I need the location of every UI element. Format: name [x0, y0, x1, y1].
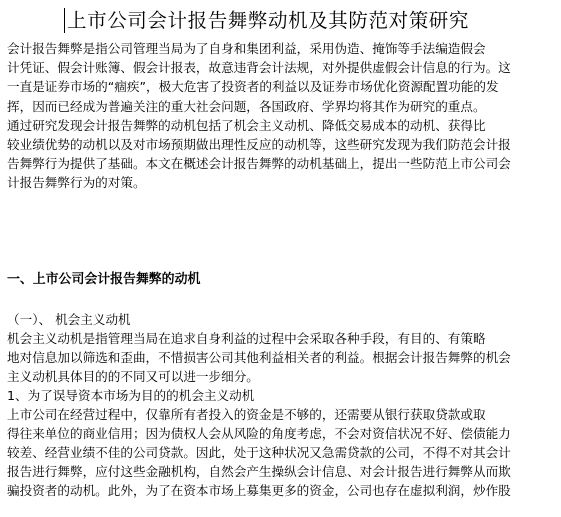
intro-line: 告舞弊行为提供了基础。本文在概述会计报告舞弊的动机基础上，提出一些防范上市公司会	[7, 156, 511, 171]
body-line: 主义动机具体目的的不同又可以进一步细分。	[7, 369, 259, 384]
text-cursor	[64, 8, 65, 33]
intro-line: 挥，因而已经成为普遍关注的重大社会问题，各国政府、学界均将其作为研究的重点。	[7, 99, 486, 114]
intro-line: 计报告舞弊行为的对策。	[7, 175, 146, 190]
intro-line: 通过研究发现会计报告舞弊的动机包括了机会主义动机、降低交易成本的动机、获得比	[7, 118, 486, 133]
intro-line: 一直是证券市场的“痼疾”，极大危害了投资者的利益以及证券市场优化资源配置功能的发	[7, 79, 499, 94]
numbered-subheading: 1、为了误导资本市场为目的的机会主义动机	[7, 388, 255, 403]
body-line: 上市公司在经营过程中，仅靠所有者投入的资金是不够的，还需要从银行获取贷款或取	[7, 407, 486, 422]
section-heading: 一、上市公司会计报告舞弊的动机	[7, 272, 201, 287]
body-line: 报告进行舞弊，应付这些金融机构，自然会产生操纵会计信息、对会计报告进行舞弊从而欺	[7, 464, 511, 479]
intro-line: 计凭证、假会计账簿、假会计报表，故意违背会计法规，对外提供虚假会计信息的行为。这	[7, 60, 511, 75]
intro-line: 较业绩优势的动机以及对市场预期做出理性反应的动机等，这些研究发现为我们防范会计报	[7, 137, 511, 152]
body-line: 较差、经营业绩不佳的公司贷款。因此，处于这种状况又急需贷款的公司，不得不对其会计	[7, 445, 511, 460]
intro-line: 会计报告舞弊是指公司管理当局为了自身和集团利益，采用伪造、掩饰等手法编造假会	[7, 41, 486, 56]
body-line: 地对信息加以筛选和歪曲，不惜损害公司其他利益相关者的利益。根据会计报告舞弊的机会	[7, 350, 511, 365]
body-line: 机会主义动机是指管理当局在追求自身利益的过程中会采取各种手段，有目的、有策略	[7, 331, 486, 346]
body-line: 骗投资者的动机。此外，为了在资本市场上募集更多的资金，公司也存在虚拟利润，炒作股	[7, 483, 511, 498]
document-title: 上市公司会计报告舞弊动机及其防范对策研究	[67, 9, 470, 32]
subsection-heading: （一）、 机会主义动机	[7, 312, 131, 327]
body-line: 得往来单位的商业信用；因为债权人会从风险的角度考虑，不会对资信状况不好、偿债能力	[7, 426, 511, 441]
